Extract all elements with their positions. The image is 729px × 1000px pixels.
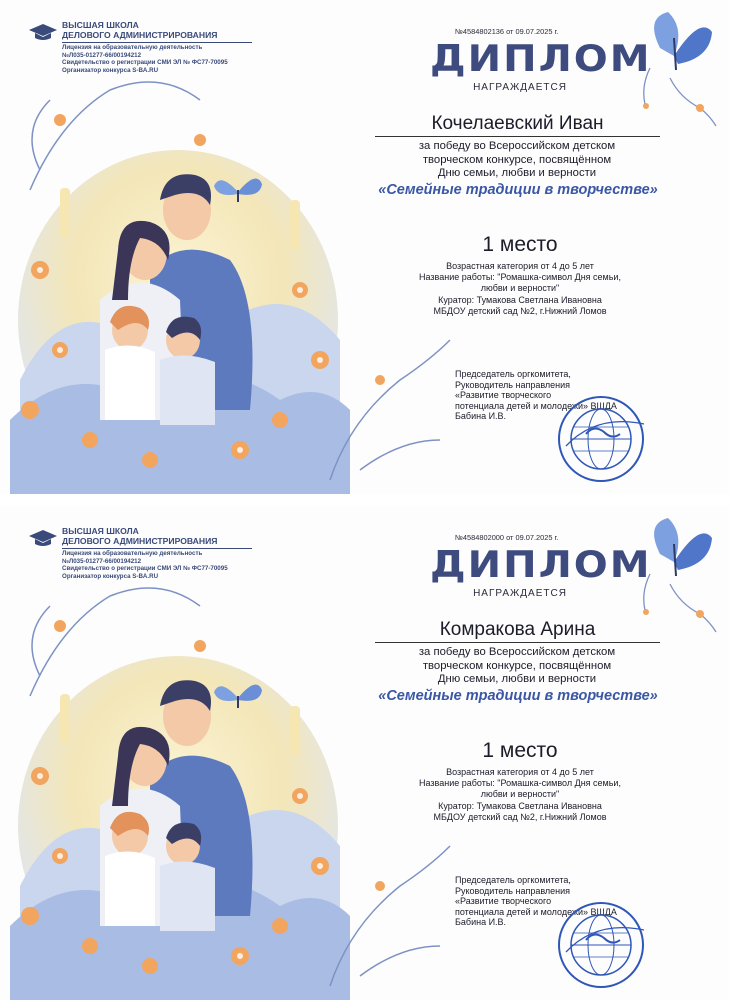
awarded-label: НАГРАЖДАЕТСЯ [473,82,567,93]
work-details: Возрастная категория от 4 до 5 лет Название работы: "Ромашка-символ Дня семьи, любви и верности" Куратор: Тумакова Светлана Ивановна МБДОУ детский сад №2, г.Нижний Ломов [380,261,660,317]
recipient-name: Кочелаевский Иван [431,113,604,134]
curator: Куратор: Тумакова Светлана Ивановна [438,294,602,305]
curator: Куратор: Тумакова Светлана Ивановна [438,800,602,811]
awarded-label: НАГРАЖДАЕТСЯ [473,588,567,599]
work-title: Название работы: "Ромашка-символ Дня семьи, [419,778,621,789]
license-number: №Л035-01277-66/00194212 [62,51,142,59]
institution: МБДОУ детский сад №2, г.Нижний Ломов [433,811,607,822]
award-description: за победу во Всероссийском детском творческом конкурсе, посвящённом Дню семьи, любви и верности [418,140,616,180]
age-category: Возрастная категория от 4 до 5 лет [446,261,594,271]
stamp-globe-icon [556,900,646,990]
signature-block: Председатель оргкомитета, Руководитель направления «Развитие творческого потенциала детей и молодежи» ВШДА Бабина И.В. [455,369,617,422]
work-details: Возрастная категория от 4 до 5 лет Название работы: "Ромашка-символ Дня семьи, любви и верности" Куратор: Тумакова Светлана Ивановна МБДОУ детский сад №2, г.Нижний Ломов [380,767,660,823]
registration-text: Свидетельство о регистрации СМИ ЭЛ № ФС77-70095 [62,565,228,573]
butterfly-icon [630,8,720,128]
organizer-text: Организатор конкурса S-BA.RU [62,66,159,74]
graduation-cap-icon [28,528,58,548]
butterfly-icon [630,514,720,634]
stamp-globe-icon [556,394,646,484]
organization-info [62,44,282,74]
work-title: Название работы: "Ромашка-символ Дня семьи, [419,272,621,283]
place-award: 1 место [482,233,558,256]
signature-block: Председатель оргкомитета, Руководитель направления «Развитие творческого потенциала детей и молодежи» ВШДА Бабина И.В. [455,875,617,928]
diploma-2 [0,506,729,1000]
diploma-number: №4584802000 от 09.07.2025 г. [455,533,559,542]
organization-name: ВЫСШАЯ ШКОЛА ДЕЛОВОГО АДМИНИСТРИРОВАНИЯ [62,526,218,546]
graduation-cap-icon [28,22,58,42]
license-number: №Л035-01277-66/00194212 [62,557,142,565]
registration-text: Свидетельство о регистрации СМИ ЭЛ № ФС77-70095 [62,59,228,67]
institution: МБДОУ детский сад №2, г.Нижний Ломов [433,305,607,316]
organizer-text: Организатор конкурса S-BA.RU [62,572,159,580]
org-divider [62,548,252,549]
organization-info [62,550,282,580]
diploma-title: ДИПЛОМ [430,543,652,587]
recipient-underline [375,136,660,137]
contest-name: «Семейные традиции в творчестве» [378,688,658,704]
place-award: 1 место [482,739,558,762]
award-description: за победу во Всероссийском детском творческом конкурсе, посвящённом Дню семьи, любви и верности [418,646,616,686]
org-divider [62,42,252,43]
recipient-name: Комракова Арина [439,619,596,640]
diploma-number: №4584802136 от 09.07.2025 г. [455,27,559,36]
diploma-title: ДИПЛОМ [430,37,652,81]
contest-name: «Семейные традиции в творчестве» [378,182,658,198]
recipient-underline [375,642,660,643]
diploma-1 [0,0,729,494]
age-category: Возрастная категория от 4 до 5 лет [446,767,594,777]
license-text: Лицензия на образовательную деятельность [62,550,203,557]
organization-name: ВЫСШАЯ ШКОЛА ДЕЛОВОГО АДМИНИСТРИРОВАНИЯ [62,20,218,40]
license-text: Лицензия на образовательную деятельность [62,44,203,51]
